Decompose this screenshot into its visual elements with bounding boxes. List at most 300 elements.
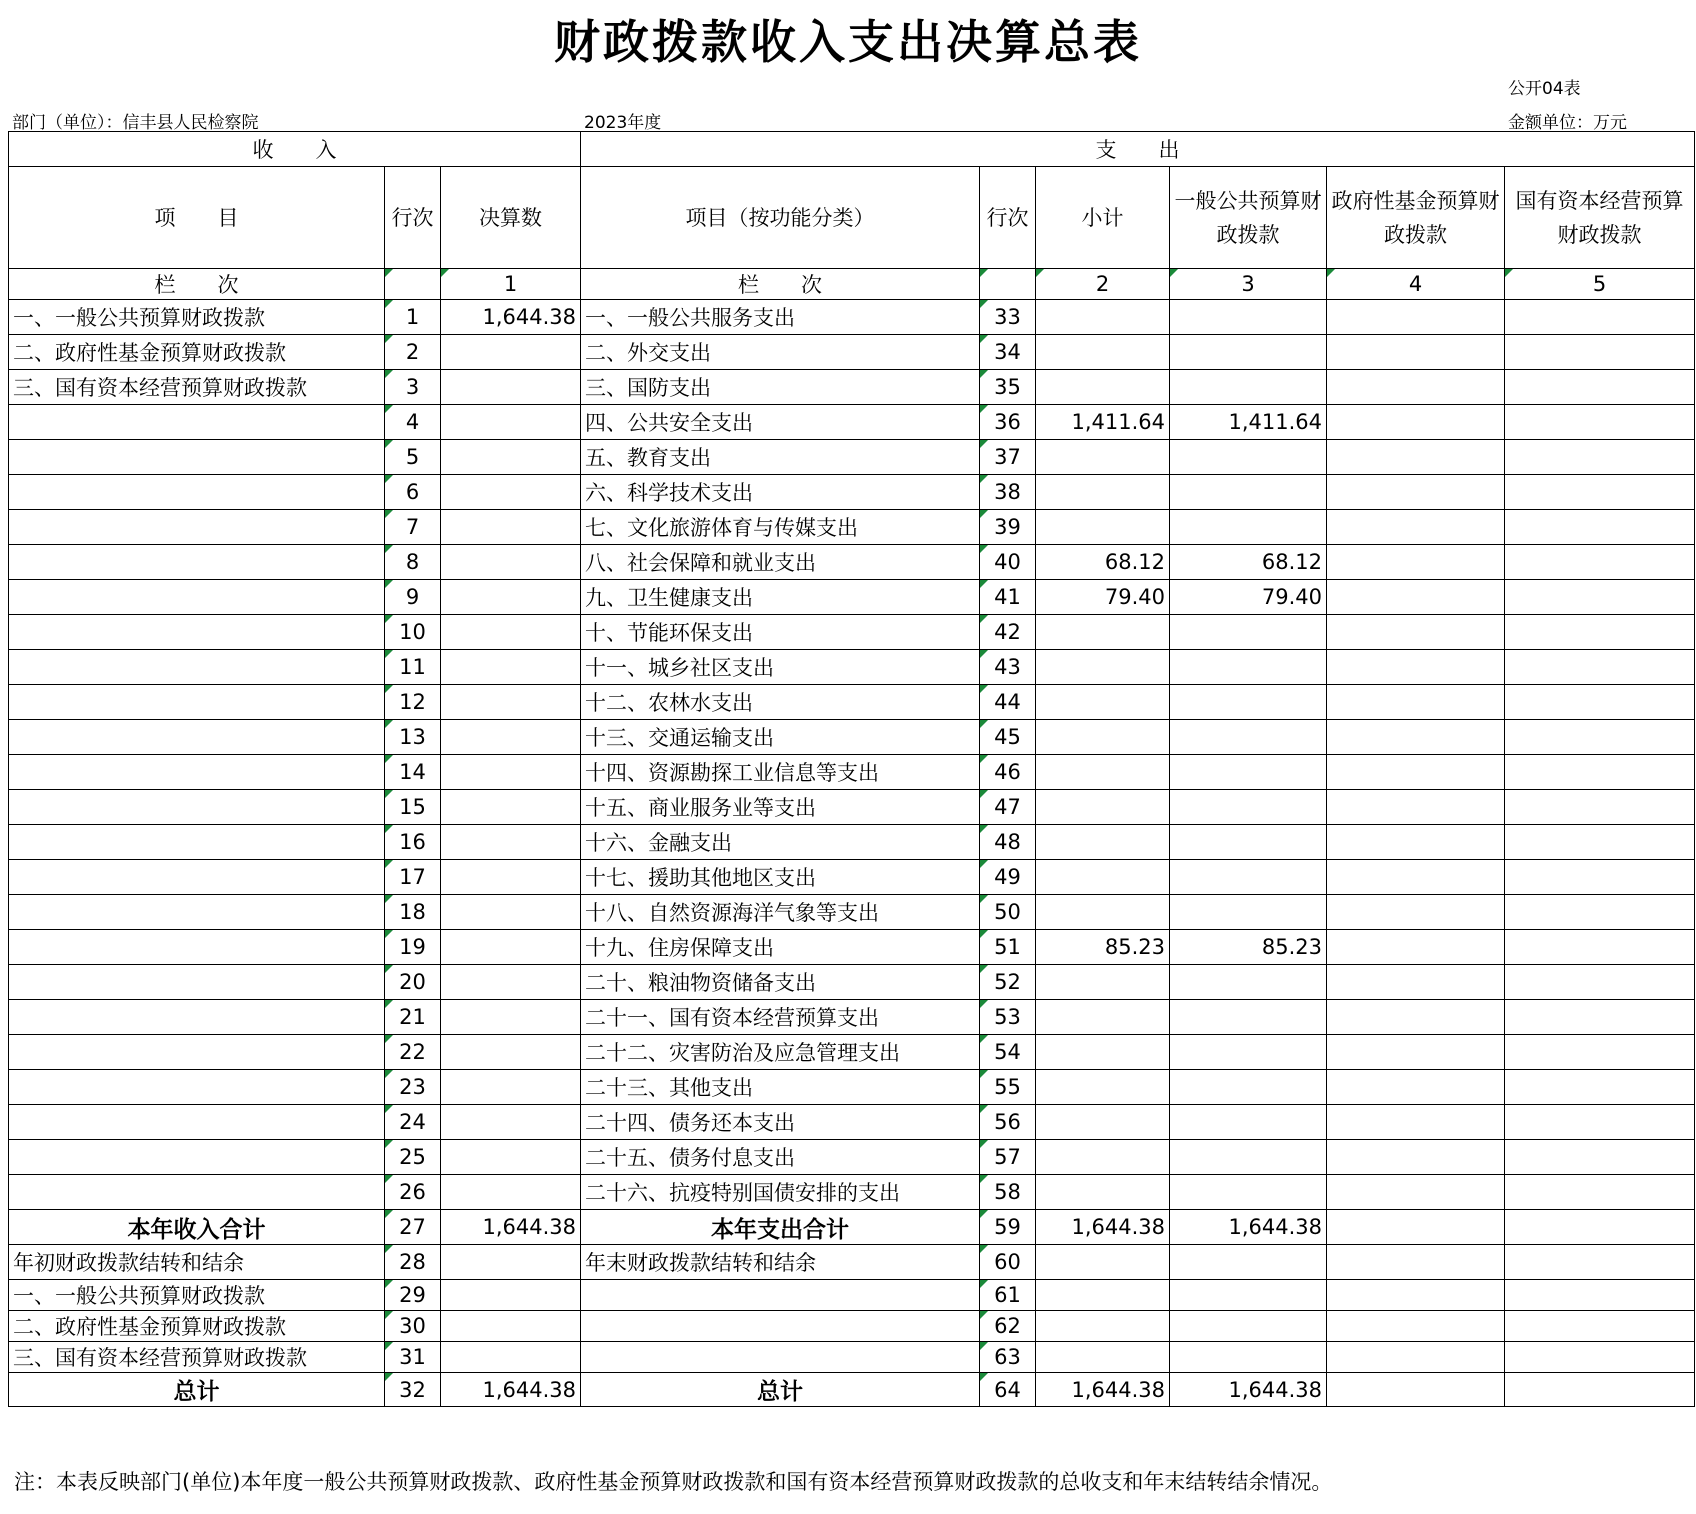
state-capital-cell xyxy=(1505,1210,1695,1245)
income-amount-cell xyxy=(441,405,581,440)
expense-row-number: 56 xyxy=(980,1105,1036,1140)
expense-item-cell: 八、社会保障和就业支出 xyxy=(581,545,980,580)
subtotal-cell xyxy=(1036,1035,1170,1070)
state-capital-cell xyxy=(1505,1140,1695,1175)
state-capital-cell xyxy=(1505,755,1695,790)
table-row xyxy=(9,895,1695,930)
subtotal-cell xyxy=(1036,790,1170,825)
income-row-number: 9 xyxy=(385,580,441,615)
table-row xyxy=(9,965,1695,1000)
table-row xyxy=(9,650,1695,685)
expense-item-cell: 十五、商业服务业等支出 xyxy=(581,790,980,825)
subtotal-cell xyxy=(1036,895,1170,930)
income-amount-cell xyxy=(441,440,581,475)
general-budget-cell: 1,411.64 xyxy=(1170,405,1327,440)
subtotal-cell xyxy=(1036,440,1170,475)
gov-fund-cell xyxy=(1327,1311,1505,1342)
expense-row-number: 42 xyxy=(980,615,1036,650)
expense-row-number: 36 xyxy=(980,405,1036,440)
subtotal-cell xyxy=(1036,825,1170,860)
gov-fund-cell xyxy=(1327,825,1505,860)
general-budget-cell xyxy=(1170,1105,1327,1140)
subtotal-cell: 85.23 xyxy=(1036,930,1170,965)
income-item-cell xyxy=(9,1140,385,1175)
table-row xyxy=(9,300,1695,335)
subtotal-cell xyxy=(1036,1105,1170,1140)
gov-fund-cell xyxy=(1327,685,1505,720)
gov-fund-cell xyxy=(1327,1140,1505,1175)
income-item-cell xyxy=(9,440,385,475)
income-item-cell xyxy=(9,510,385,545)
general-budget-cell xyxy=(1170,370,1327,405)
subtotal-cell xyxy=(1036,475,1170,510)
income-amount-cell xyxy=(441,930,581,965)
state-capital-cell xyxy=(1505,440,1695,475)
expense-item-cell: 本年支出合计 xyxy=(581,1210,980,1245)
income-row-number: 1 xyxy=(385,300,441,335)
state-capital-cell xyxy=(1505,510,1695,545)
income-amount-cell xyxy=(441,510,581,545)
subtotal-cell xyxy=(1036,1245,1170,1280)
expense-row-number: 47 xyxy=(980,790,1036,825)
general-budget-cell: 79.40 xyxy=(1170,580,1327,615)
expense-row-number: 59 xyxy=(980,1210,1036,1245)
gov-fund-cell xyxy=(1327,895,1505,930)
col-index-5: 5 xyxy=(1505,269,1695,300)
state-capital-cell xyxy=(1505,1245,1695,1280)
income-item-cell xyxy=(9,790,385,825)
income-amount-cell xyxy=(441,545,581,580)
table-row xyxy=(9,860,1695,895)
gov-fund-cell xyxy=(1327,1105,1505,1140)
income-row-number: 30 xyxy=(385,1311,441,1342)
income-amount-cell xyxy=(441,650,581,685)
income-amount-cell xyxy=(441,335,581,370)
income-amount-cell: 1,644.38 xyxy=(441,300,581,335)
general-budget-cell xyxy=(1170,650,1327,685)
state-capital-cell xyxy=(1505,1175,1695,1210)
table-row xyxy=(9,755,1695,790)
subtotal-cell xyxy=(1036,650,1170,685)
expense-row-number: 49 xyxy=(980,860,1036,895)
income-row-number: 7 xyxy=(385,510,441,545)
subtotal-cell xyxy=(1036,1342,1170,1373)
expense-row-number: 57 xyxy=(980,1140,1036,1175)
subtotal-cell xyxy=(1036,860,1170,895)
state-capital-cell xyxy=(1505,895,1695,930)
general-budget-cell xyxy=(1170,510,1327,545)
expense-item-cell: 七、文化旅游体育与传媒支出 xyxy=(581,510,980,545)
income-item-cell xyxy=(9,825,385,860)
expense-row-number: 63 xyxy=(980,1342,1036,1373)
gov-fund-cell xyxy=(1327,580,1505,615)
income-item-cell xyxy=(9,685,385,720)
table-row xyxy=(9,790,1695,825)
expense-row-number: 53 xyxy=(980,1000,1036,1035)
income-item-cell xyxy=(9,930,385,965)
income-amount-cell xyxy=(441,1140,581,1175)
state-capital-header: 国有资本经营预算财政拨款 xyxy=(1505,167,1695,269)
income-item-cell xyxy=(9,1035,385,1070)
income-row-number: 2 xyxy=(385,335,441,370)
subtotal-cell xyxy=(1036,335,1170,370)
expense-row-number: 55 xyxy=(980,1070,1036,1105)
gov-fund-cell xyxy=(1327,510,1505,545)
gov-fund-cell xyxy=(1327,1210,1505,1245)
general-budget-cell: 68.12 xyxy=(1170,545,1327,580)
subtotal-cell xyxy=(1036,1070,1170,1105)
income-row-number: 20 xyxy=(385,965,441,1000)
table-row xyxy=(9,510,1695,545)
general-budget-cell xyxy=(1170,335,1327,370)
amount-unit: 金额单位：万元 xyxy=(1508,113,1627,133)
subtotal-cell xyxy=(1036,1311,1170,1342)
expense-row-number: 41 xyxy=(980,580,1036,615)
table-row xyxy=(9,825,1695,860)
income-row-number: 22 xyxy=(385,1035,441,1070)
state-capital-cell xyxy=(1505,825,1695,860)
col-index-3: 3 xyxy=(1170,269,1327,300)
table-row xyxy=(9,930,1695,965)
state-capital-cell xyxy=(1505,720,1695,755)
expense-row-number: 48 xyxy=(980,825,1036,860)
gov-fund-cell xyxy=(1327,545,1505,580)
income-item-cell xyxy=(9,405,385,440)
gov-fund-cell xyxy=(1327,1000,1505,1035)
expense-row-number: 54 xyxy=(980,1035,1036,1070)
gov-fund-header: 政府性基金预算财政拨款 xyxy=(1327,167,1505,269)
income-header: 收 入 xyxy=(9,132,581,167)
table-row xyxy=(9,405,1695,440)
expense-item-cell xyxy=(581,1311,980,1342)
general-budget-header: 一般公共预算财政拨款 xyxy=(1170,167,1327,269)
state-capital-cell xyxy=(1505,335,1695,370)
income-row-number: 31 xyxy=(385,1342,441,1373)
income-amount-cell xyxy=(441,1035,581,1070)
col-label-income: 栏 次 xyxy=(9,269,385,300)
income-item-cell: 三、国有资本经营预算财政拨款 xyxy=(9,370,385,405)
expense-item-cell: 四、公共安全支出 xyxy=(581,405,980,440)
income-item-cell xyxy=(9,1000,385,1035)
subtotal-cell xyxy=(1036,370,1170,405)
income-item-cell xyxy=(9,895,385,930)
gov-fund-cell xyxy=(1327,370,1505,405)
column-index-row xyxy=(9,269,1695,300)
expense-item-cell: 十八、自然资源海洋气象等支出 xyxy=(581,895,980,930)
general-budget-cell xyxy=(1170,895,1327,930)
budget-table xyxy=(8,131,1695,1407)
expense-item-cell: 年末财政拨款结转和结余 xyxy=(581,1245,980,1280)
state-capital-cell xyxy=(1505,615,1695,650)
expense-row-number: 64 xyxy=(980,1373,1036,1407)
col-index-4: 4 xyxy=(1327,269,1505,300)
table-row xyxy=(9,335,1695,370)
expense-item-cell: 十三、交通运输支出 xyxy=(581,720,980,755)
subtotal-cell xyxy=(1036,1175,1170,1210)
income-amount-cell xyxy=(441,475,581,510)
general-budget-cell xyxy=(1170,1035,1327,1070)
income-item-cell xyxy=(9,650,385,685)
subtotal-header: 小计 xyxy=(1036,167,1170,269)
income-row-number: 12 xyxy=(385,685,441,720)
general-budget-cell xyxy=(1170,755,1327,790)
expense-row-number: 50 xyxy=(980,895,1036,930)
state-capital-cell xyxy=(1505,300,1695,335)
gov-fund-cell xyxy=(1327,300,1505,335)
income-item-cell: 一、一般公共预算财政拨款 xyxy=(9,1280,385,1311)
income-item-cell xyxy=(9,1070,385,1105)
fiscal-year: 2023年度 xyxy=(584,113,662,133)
income-row-number: 10 xyxy=(385,615,441,650)
expense-item-cell: 五、教育支出 xyxy=(581,440,980,475)
general-budget-cell: 1,644.38 xyxy=(1170,1373,1327,1407)
income-amount-cell xyxy=(441,965,581,1000)
expense-row-number: 62 xyxy=(980,1311,1036,1342)
income-amount-cell xyxy=(441,685,581,720)
state-capital-cell xyxy=(1505,1035,1695,1070)
income-item-cell xyxy=(9,615,385,650)
state-capital-cell xyxy=(1505,685,1695,720)
expense-row-number: 33 xyxy=(980,300,1036,335)
general-budget-cell xyxy=(1170,1000,1327,1035)
income-item-cell xyxy=(9,580,385,615)
expense-item-cell: 二十一、国有资本经营预算支出 xyxy=(581,1000,980,1035)
income-row-number: 17 xyxy=(385,860,441,895)
income-item-header: 项 目 xyxy=(9,167,385,269)
income-amount-cell xyxy=(441,720,581,755)
state-capital-cell xyxy=(1505,1105,1695,1140)
income-row-number: 24 xyxy=(385,1105,441,1140)
income-amount-cell xyxy=(441,1342,581,1373)
expense-item-cell: 十四、资源勘探工业信息等支出 xyxy=(581,755,980,790)
expense-row-number: 43 xyxy=(980,650,1036,685)
table-row xyxy=(9,1105,1695,1140)
general-budget-cell xyxy=(1170,440,1327,475)
income-item-cell: 三、国有资本经营预算财政拨款 xyxy=(9,1342,385,1373)
gov-fund-cell xyxy=(1327,1373,1505,1407)
expense-item-cell: 十六、金融支出 xyxy=(581,825,980,860)
general-budget-cell xyxy=(1170,685,1327,720)
income-item-cell: 二、政府性基金预算财政拨款 xyxy=(9,335,385,370)
general-budget-cell xyxy=(1170,1140,1327,1175)
income-amount-cell xyxy=(441,825,581,860)
gov-fund-cell xyxy=(1327,1342,1505,1373)
gov-fund-cell xyxy=(1327,405,1505,440)
expense-row-number: 45 xyxy=(980,720,1036,755)
income-item-cell: 总计 xyxy=(9,1373,385,1407)
income-row-number: 4 xyxy=(385,405,441,440)
subtotal-cell xyxy=(1036,1000,1170,1035)
gov-fund-cell xyxy=(1327,1280,1505,1311)
income-item-cell: 一、一般公共预算财政拨款 xyxy=(9,300,385,335)
income-amount-cell xyxy=(441,1175,581,1210)
state-capital-cell xyxy=(1505,1000,1695,1035)
table-row xyxy=(9,685,1695,720)
income-item-cell xyxy=(9,475,385,510)
general-budget-cell xyxy=(1170,1311,1327,1342)
department-label: 部门（单位）：信丰县人民检察院 xyxy=(12,113,259,133)
header-row-group xyxy=(9,132,1695,167)
table-row xyxy=(9,475,1695,510)
subtotal-cell xyxy=(1036,510,1170,545)
general-budget-cell xyxy=(1170,1245,1327,1280)
expense-item-cell: 二十五、债务付息支出 xyxy=(581,1140,980,1175)
table-row xyxy=(9,1035,1695,1070)
income-row-number: 3 xyxy=(385,370,441,405)
subtotal-cell: 79.40 xyxy=(1036,580,1170,615)
income-row-number: 15 xyxy=(385,790,441,825)
subtotal-cell xyxy=(1036,300,1170,335)
expense-header: 支 出 xyxy=(581,132,1695,167)
expense-item-cell: 十一、城乡社区支出 xyxy=(581,650,980,685)
expense-row-number: 34 xyxy=(980,335,1036,370)
expense-item-cell: 二十四、债务还本支出 xyxy=(581,1105,980,1140)
income-row-number: 5 xyxy=(385,440,441,475)
table-row xyxy=(9,545,1695,580)
table-row xyxy=(9,580,1695,615)
general-budget-cell xyxy=(1170,720,1327,755)
table-row xyxy=(9,720,1695,755)
expense-row-number: 39 xyxy=(980,510,1036,545)
state-capital-cell xyxy=(1505,650,1695,685)
income-amount-cell: 1,644.38 xyxy=(441,1210,581,1245)
form-code: 公开04表 xyxy=(1508,79,1581,99)
gov-fund-cell xyxy=(1327,1245,1505,1280)
income-amount-cell xyxy=(441,580,581,615)
income-row-number: 29 xyxy=(385,1280,441,1311)
table-row xyxy=(9,1175,1695,1210)
expense-item-cell: 十七、援助其他地区支出 xyxy=(581,860,980,895)
footnote: 注：本表反映部门(单位)本年度一般公共预算财政拨款、政府性基金预算财政拨款和国有资本经营预算财政拨款的总收支和年末结转结余情况。 xyxy=(14,1470,1333,1494)
income-amount-cell xyxy=(441,860,581,895)
general-budget-cell xyxy=(1170,475,1327,510)
income-row-number: 13 xyxy=(385,720,441,755)
subtotal-cell: 68.12 xyxy=(1036,545,1170,580)
header-row-columns xyxy=(9,167,1695,269)
general-budget-cell xyxy=(1170,790,1327,825)
table-row xyxy=(9,1280,1695,1311)
expense-item-cell: 二、外交支出 xyxy=(581,335,980,370)
col-index-1: 1 xyxy=(441,269,581,300)
expense-row-number: 60 xyxy=(980,1245,1036,1280)
state-capital-cell xyxy=(1505,965,1695,1000)
gov-fund-cell xyxy=(1327,860,1505,895)
expense-row-number: 40 xyxy=(980,545,1036,580)
income-row-number: 16 xyxy=(385,825,441,860)
expense-item-cell: 二十六、抗疫特别国债安排的支出 xyxy=(581,1175,980,1210)
income-amount-cell xyxy=(441,1311,581,1342)
gov-fund-cell xyxy=(1327,790,1505,825)
state-capital-cell xyxy=(1505,370,1695,405)
table-row xyxy=(9,1000,1695,1035)
expense-item-cell: 九、卫生健康支出 xyxy=(581,580,980,615)
income-row-number: 26 xyxy=(385,1175,441,1210)
income-item-cell xyxy=(9,545,385,580)
subtotal-cell xyxy=(1036,685,1170,720)
expense-row-number: 38 xyxy=(980,475,1036,510)
expense-row-number: 52 xyxy=(980,965,1036,1000)
income-row-no-header: 行次 xyxy=(385,167,441,269)
gov-fund-cell xyxy=(1327,475,1505,510)
income-amount-cell xyxy=(441,1070,581,1105)
state-capital-cell xyxy=(1505,475,1695,510)
income-item-cell xyxy=(9,965,385,1000)
income-item-cell xyxy=(9,1175,385,1210)
expense-item-cell xyxy=(581,1280,980,1311)
expense-item-cell: 二十二、灾害防治及应急管理支出 xyxy=(581,1035,980,1070)
expense-item-cell: 二十、粮油物资储备支出 xyxy=(581,965,980,1000)
income-row-number: 25 xyxy=(385,1140,441,1175)
expense-row-number: 51 xyxy=(980,930,1036,965)
gov-fund-cell xyxy=(1327,720,1505,755)
table-row xyxy=(9,1070,1695,1105)
subtotal-cell xyxy=(1036,1280,1170,1311)
income-item-cell xyxy=(9,755,385,790)
state-capital-cell xyxy=(1505,1311,1695,1342)
income-row-number: 27 xyxy=(385,1210,441,1245)
state-capital-cell xyxy=(1505,930,1695,965)
income-row-number: 14 xyxy=(385,755,441,790)
general-budget-cell xyxy=(1170,825,1327,860)
income-item-cell xyxy=(9,860,385,895)
subtotal-cell xyxy=(1036,720,1170,755)
expense-row-number: 44 xyxy=(980,685,1036,720)
general-budget-cell xyxy=(1170,1342,1327,1373)
table-row xyxy=(9,1140,1695,1175)
income-amount-cell xyxy=(441,370,581,405)
income-row-number: 11 xyxy=(385,650,441,685)
income-item-cell: 二、政府性基金预算财政拨款 xyxy=(9,1311,385,1342)
subtotal-cell: 1,411.64 xyxy=(1036,405,1170,440)
final-amount-header: 决算数 xyxy=(441,167,581,269)
income-row-number: 28 xyxy=(385,1245,441,1280)
expense-item-cell: 六、科学技术支出 xyxy=(581,475,980,510)
gov-fund-cell xyxy=(1327,930,1505,965)
report-title: 财政拨款收入支出决算总表 xyxy=(554,15,1142,69)
state-capital-cell xyxy=(1505,405,1695,440)
income-item-cell xyxy=(9,1105,385,1140)
col-label-expense: 栏 次 xyxy=(581,269,980,300)
gov-fund-cell xyxy=(1327,1035,1505,1070)
expense-row-number: 37 xyxy=(980,440,1036,475)
table-row xyxy=(9,1245,1695,1280)
income-row-number: 8 xyxy=(385,545,441,580)
expense-item-cell: 十九、住房保障支出 xyxy=(581,930,980,965)
expense-item-cell xyxy=(581,1342,980,1373)
gov-fund-cell xyxy=(1327,615,1505,650)
state-capital-cell xyxy=(1505,545,1695,580)
income-row-number: 23 xyxy=(385,1070,441,1105)
table-row xyxy=(9,1311,1695,1342)
expense-item-cell: 总计 xyxy=(581,1373,980,1407)
table-row xyxy=(9,1210,1695,1245)
gov-fund-cell xyxy=(1327,965,1505,1000)
expense-item-cell: 三、国防支出 xyxy=(581,370,980,405)
gov-fund-cell xyxy=(1327,335,1505,370)
income-row-number: 21 xyxy=(385,1000,441,1035)
income-row-number: 18 xyxy=(385,895,441,930)
income-row-number: 19 xyxy=(385,930,441,965)
expense-row-number: 46 xyxy=(980,755,1036,790)
state-capital-cell xyxy=(1505,1342,1695,1373)
expense-item-cell: 一、一般公共服务支出 xyxy=(581,300,980,335)
gov-fund-cell xyxy=(1327,1175,1505,1210)
table-row xyxy=(9,1373,1695,1407)
subtotal-cell xyxy=(1036,965,1170,1000)
general-budget-cell xyxy=(1170,300,1327,335)
general-budget-cell: 85.23 xyxy=(1170,930,1327,965)
income-amount-cell xyxy=(441,1000,581,1035)
